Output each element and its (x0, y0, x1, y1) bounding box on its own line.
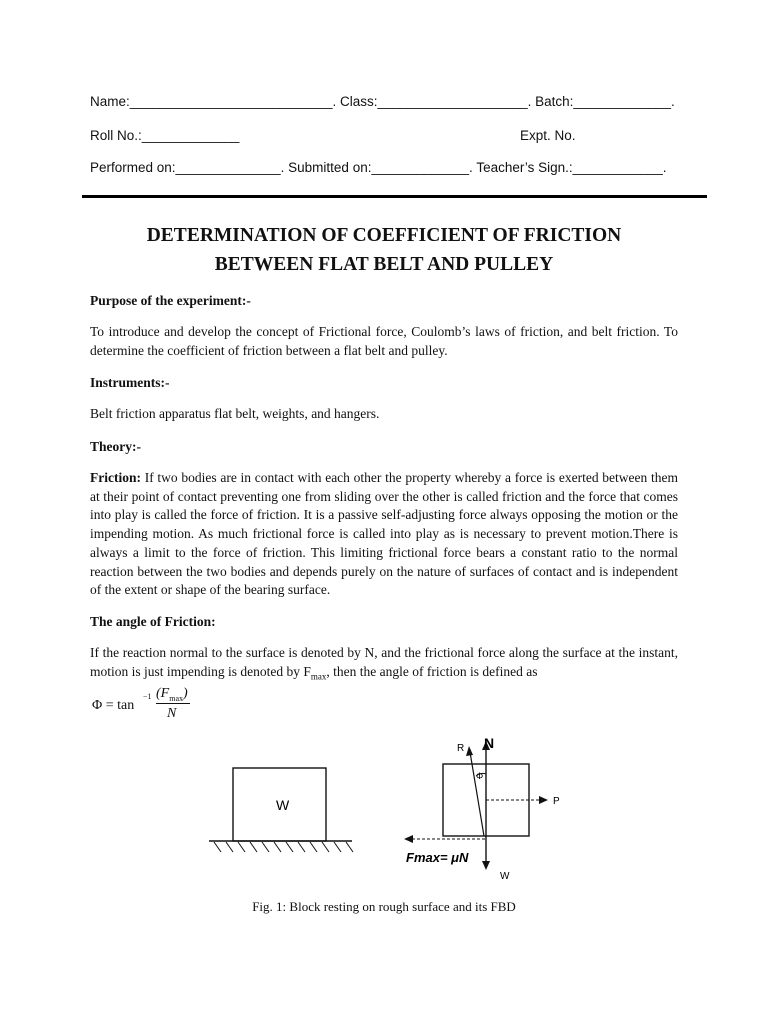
title-line-2: BETWEEN FLAT BELT AND PULLEY (214, 254, 554, 275)
instruments-heading: Instruments:- (90, 375, 170, 390)
free-body-diagram (404, 735, 560, 882)
phi-label: Φ (476, 771, 484, 781)
theory-heading: Theory:- (90, 439, 141, 454)
figure-caption: Fig. 1: Block resting on rough surface and its FBD (252, 899, 516, 914)
n-label: N (484, 735, 495, 751)
block-weight-label: W (276, 797, 290, 813)
angle-text-a: If the reaction normal to the surface is denoted by N, and the frictional force along the surface at the instant, motion is just impending is denoted by F (90, 645, 678, 679)
hatch-stroke (226, 842, 233, 852)
title-line-1: DETERMINATION OF COEFFICIENT OF FRICTION (146, 225, 622, 246)
friction-arrowhead (404, 835, 413, 843)
expt-no-field: Expt. No. (520, 128, 576, 143)
instruments-text: Belt friction apparatus flat belt, weights, and hangers. (90, 406, 380, 421)
hatch-stroke (274, 842, 281, 852)
surface-hatching (214, 842, 353, 852)
purpose-heading: Purpose of the experiment:- (90, 293, 251, 308)
friction-label: Fmax= μN (406, 850, 469, 865)
performed-submitted-sign-line: Performed on:______________. Submitted on:_____________. Teacher’s Sign.:____________. (90, 160, 667, 175)
formula-sup: −1 (143, 692, 152, 701)
name-class-batch-line: Name:___________________________. Class:____________________. Batch:_____________. (90, 94, 675, 109)
friction-text: If two bodies are in contact with each other the property whereby a force is exerted between them at their point of contact preventing one from sliding over the other is called friction and the force that comes into play is called the force of friction. It is a passive self-adjusting force always opposing the motion or the impending motion. As much frictional force is called into play as is necessary to prevent motion.There is always a limit to the force of friction. This limiting frictional force bears a constant ratio to the normal reaction between the two bodies and depends purely on the nature of surfaces of contact and is independent of the extent or shape of the bearing surface. (90, 470, 678, 598)
friction-term: Friction: (90, 470, 141, 485)
hatch-stroke (334, 842, 341, 852)
p-arrowhead (539, 796, 548, 804)
p-label: P (553, 796, 560, 807)
hatch-stroke (238, 842, 245, 852)
angle-text-sub: max (310, 671, 327, 682)
formula-numerator: $(F_{max})$ (156, 686, 188, 703)
w-arrowhead (482, 861, 490, 870)
formula-lhs: Φ = tan (92, 698, 135, 713)
hatch-stroke (310, 842, 317, 852)
angle-text-b: , then the angle of friction is defined as (326, 663, 538, 679)
angle-heading: The angle of Friction: (90, 614, 216, 629)
hatch-stroke (250, 842, 257, 852)
hatch-stroke (214, 842, 221, 852)
hatch-stroke (262, 842, 269, 852)
r-arrowhead (466, 746, 473, 756)
block-on-surface (209, 768, 353, 852)
hatch-stroke (346, 842, 353, 852)
hatch-stroke (286, 842, 293, 852)
w-label: W (500, 871, 510, 882)
formula-denominator: N (167, 706, 177, 721)
r-label: R (457, 743, 465, 754)
hatch-stroke (298, 842, 305, 852)
hatch-stroke (322, 842, 329, 852)
roll-no-field: Roll No.:_____________ (90, 128, 240, 143)
purpose-text: To introduce and develop the concept of Frictional force, Coulomb’s laws of friction, and belt friction. To determine the coefficient of friction between a flat belt and pulley. (90, 324, 678, 358)
